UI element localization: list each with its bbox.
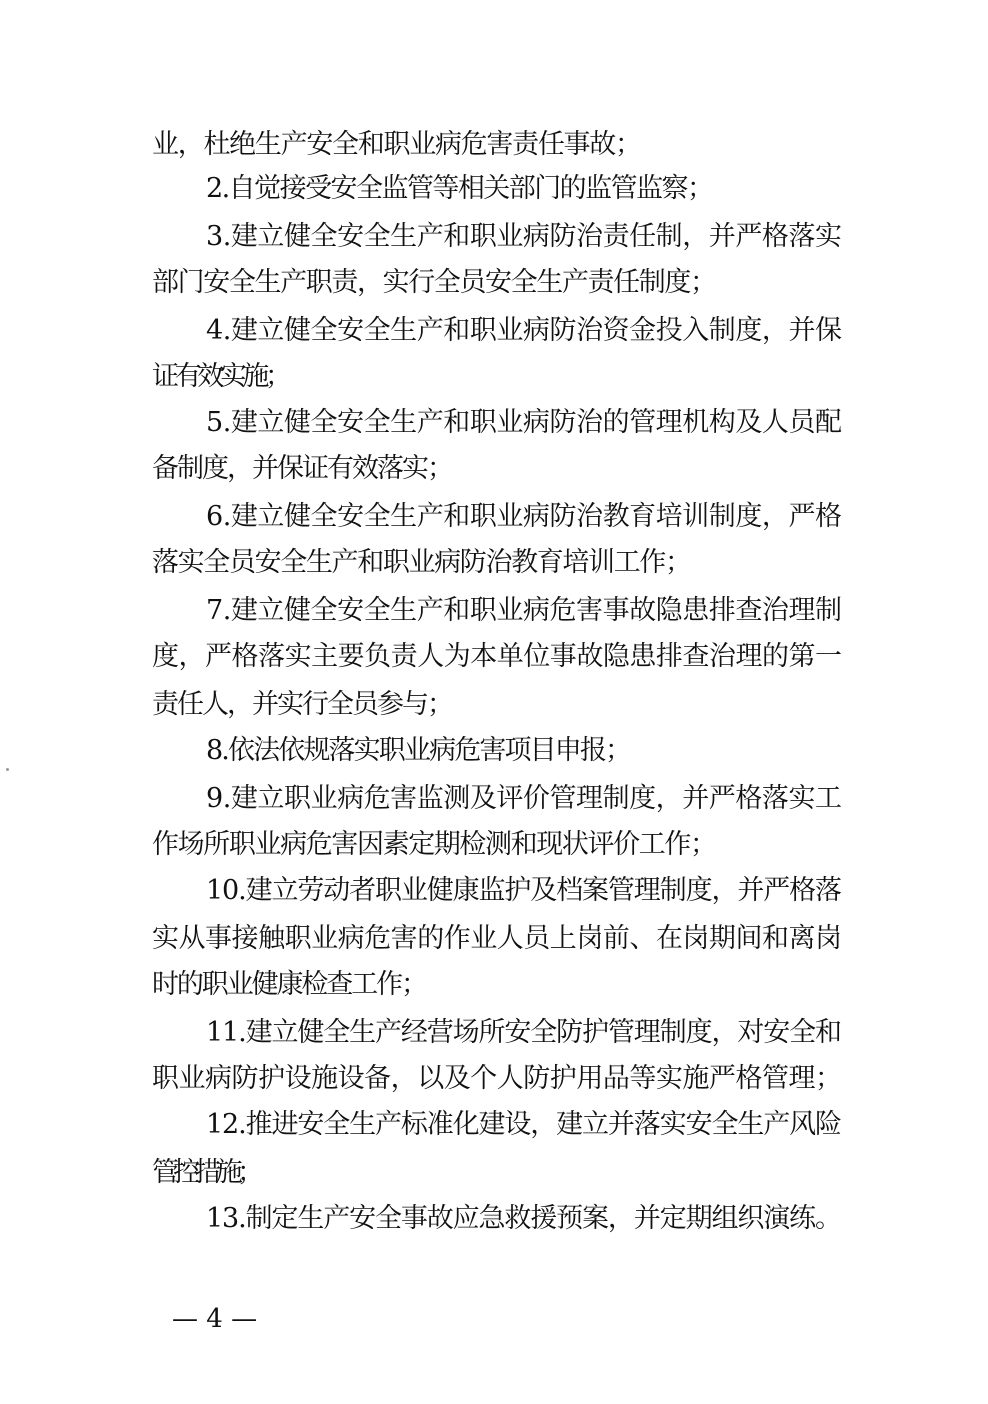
- text-line: 5.建立健全安全生产和职业病防治的管理机构及人员配: [206, 407, 842, 438]
- text-line: 4.建立健全安全生产和职业病防治资金投入制度，并保: [206, 315, 842, 346]
- text-line: 备制度，并保证有效落实；: [152, 453, 452, 484]
- text-line: 7.建立健全安全生产和职业病危害事故隐患排查治理制: [206, 595, 842, 626]
- page-number: — 4 —: [172, 1304, 258, 1334]
- text-line: 作场所职业病危害因素定期检测和现状评价工作；: [152, 829, 716, 860]
- text-line: 9.建立职业病危害监测及评价管理制度，并严格落实工: [206, 783, 842, 814]
- text-line: 12.推进安全生产标准化建设，建立并落实安全生产风险: [206, 1109, 841, 1140]
- text-line: 管控措施；: [152, 1157, 259, 1188]
- text-line: 13.制定生产安全事故应急救援预案，并定期组织演练。: [206, 1203, 841, 1234]
- text-line: 3.建立健全安全生产和职业病防治责任制，并严格落实: [206, 221, 842, 252]
- text-line: 度，严格落实主要负责人为本单位事故隐患排查治理的第一: [152, 641, 842, 672]
- text-line: 6.建立健全安全生产和职业病防治教育培训制度，严格: [206, 501, 842, 532]
- text-line: 业，杜绝生产安全和职业病危害责任事故；: [152, 129, 641, 160]
- text-line: 实从事接触职业病危害的作业人员上岗前、在岗期间和离岗: [152, 923, 842, 954]
- text-line: 职业病防护设施设备，以及个人防护用品等实施严格管理；: [152, 1063, 842, 1094]
- text-line: 8.依法依规落实职业病危害项目申报；: [206, 735, 631, 766]
- text-line: 11.建立健全生产经营场所安全防护管理制度，对安全和: [206, 1017, 841, 1048]
- text-line: 部门安全生产职责，实行全员安全生产责任制度；: [152, 267, 716, 298]
- text-line: 10.建立劳动者职业健康监护及档案管理制度，并严格落: [206, 875, 841, 906]
- text-line: 落实全员安全生产和职业病防治教育培训工作；: [152, 547, 691, 578]
- text-line: 时的职业健康检查工作；: [152, 969, 426, 1000]
- text-line: 2.自觉接受安全监管等相关部门的监管监察；: [206, 173, 713, 204]
- text-line: 责任人，并实行全员参与；: [152, 689, 452, 720]
- text-line: 证有效实施；: [152, 361, 288, 392]
- scan-speck: [6, 768, 9, 771]
